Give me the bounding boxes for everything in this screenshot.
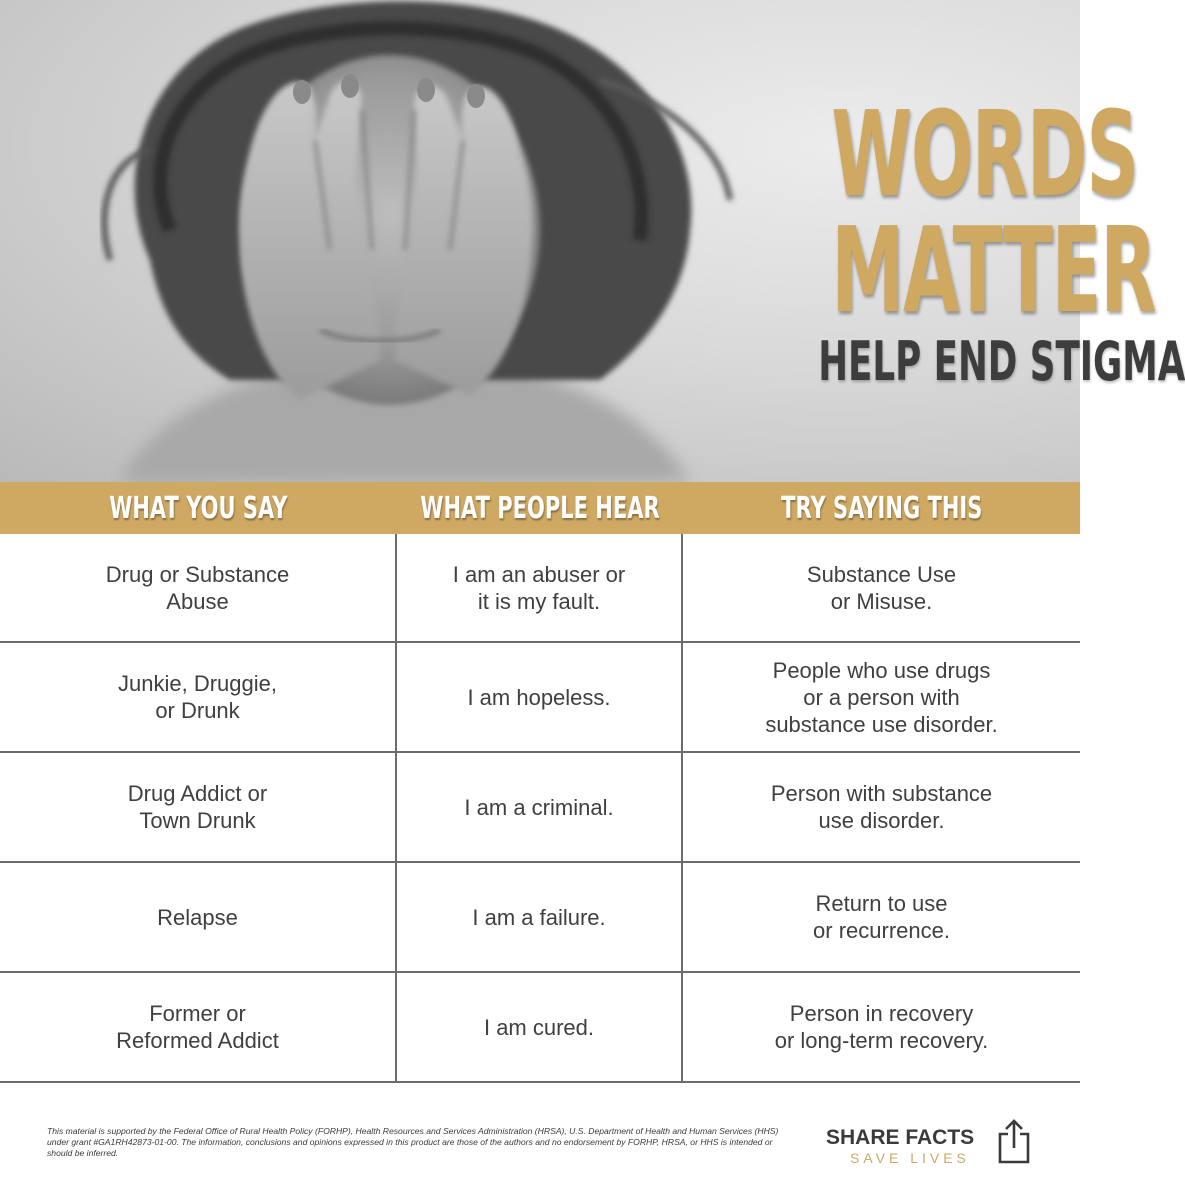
table-header xyxy=(0,482,1080,534)
header-try-saying-this: TRY SAYING THIS xyxy=(780,490,983,526)
cell-what-people-hear: I am a failure. xyxy=(397,863,683,971)
header-what-you-say: WHAT YOU SAY xyxy=(109,490,288,526)
cell-what-people-hear: I am cured. xyxy=(397,973,683,1081)
comparison-table xyxy=(0,482,1080,1083)
table-row xyxy=(0,643,1080,753)
table-row xyxy=(0,534,1080,643)
subtitle-help-end-stigma: HELP END STIGMA xyxy=(818,330,1185,393)
cell-try-saying-this: Return to use or recurrence. xyxy=(813,891,950,943)
cell-what-people-hear: I am a criminal. xyxy=(397,753,683,861)
cell-what-you-say: Drug Addict or Town Drunk xyxy=(0,753,397,861)
cell-try-saying-this: Person in recovery or long-term recovery. xyxy=(774,1001,989,1053)
title-line-words: WORDS xyxy=(831,85,1138,223)
cell-try-saying-this: Person with substance use disorder. xyxy=(770,781,993,833)
table-row xyxy=(0,973,1080,1083)
title-line-matter: MATTER xyxy=(831,201,1156,339)
table-row xyxy=(0,863,1080,973)
funding-disclaimer: This material is supported by the Federal Office of Rural Health Policy (FORHP), Health Resources and Services Administration (HRSA), U.S. Department of Health and Human Services (HHS) under grant #GA1RH42873-01-00. The information, conclusions and opinions expressed in this product are those of the authors and no endorsement by FORHP, HRSA, or HHS is intended or should be inferred. xyxy=(47,1126,779,1158)
table-row xyxy=(0,753,1080,863)
hero-banner xyxy=(0,0,1185,482)
cell-what-people-hear: I am hopeless. xyxy=(397,643,683,751)
save-lives-label: SAVE LIVES xyxy=(850,1150,970,1166)
hero-title xyxy=(706,85,1185,393)
cell-what-people-hear: I am an abuser or it is my fault. xyxy=(397,534,683,641)
cell-try-saying-this: Substance Use or Misuse. xyxy=(806,561,957,614)
share-icon[interactable] xyxy=(996,1118,1032,1166)
cell-try-saying-this: People who use drugs or a person with substance use disorder. xyxy=(765,657,998,737)
cell-what-you-say: Relapse xyxy=(0,863,397,971)
header-what-people-hear: WHAT PEOPLE HEAR xyxy=(420,490,660,526)
share-facts-badge[interactable] xyxy=(826,1118,1036,1168)
share-facts-label: SHARE FACTS xyxy=(826,1126,975,1149)
cell-what-you-say: Former or Reformed Addict xyxy=(0,973,397,1081)
cell-what-you-say: Junkie, Druggie, or Drunk xyxy=(0,643,397,751)
cell-what-you-say: Drug or Substance Abuse xyxy=(0,534,397,641)
